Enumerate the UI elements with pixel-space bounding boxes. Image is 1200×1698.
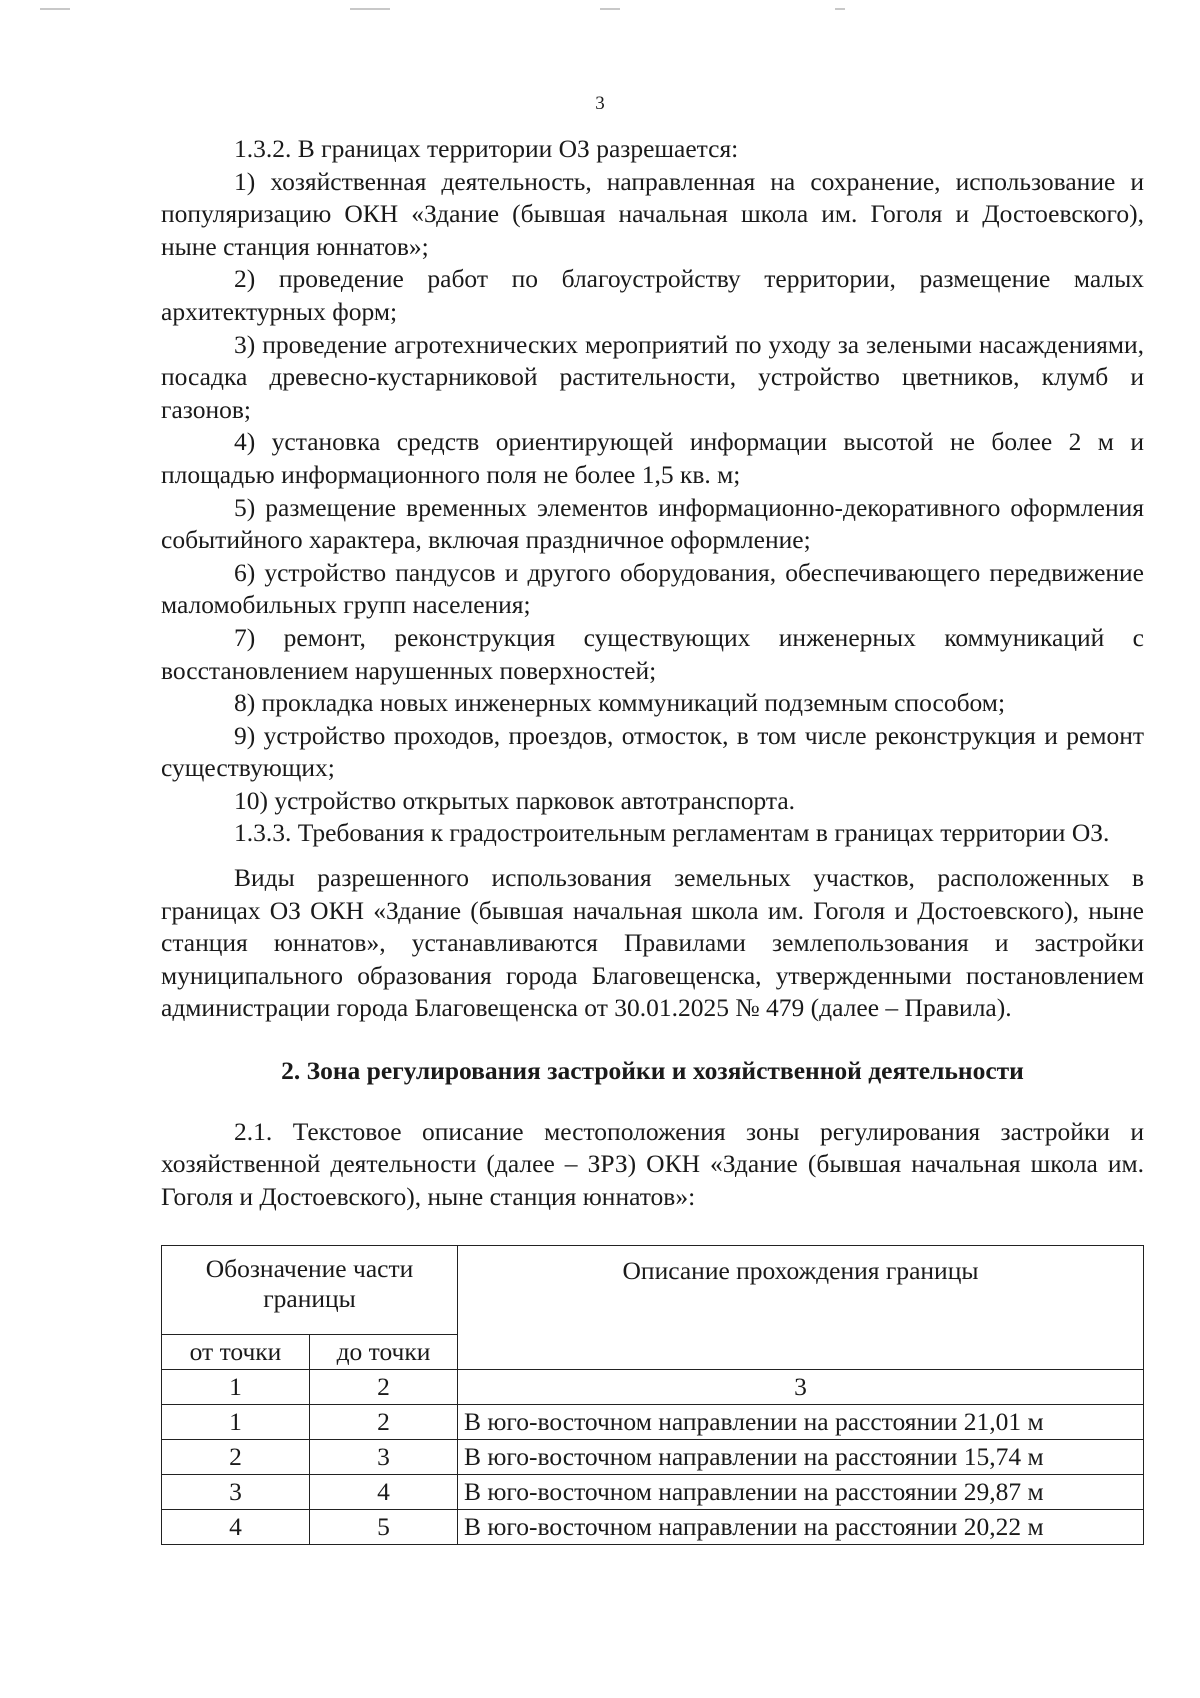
table-header-to: до точки xyxy=(310,1335,458,1370)
list-item: 4) установка средств ориентирующей информации высотой не более 2 м и площадью информационного поля не более 1,5 кв. м; xyxy=(161,427,1144,489)
list-item: 8) прокладка новых инженерных коммуникаций подземным способом; xyxy=(234,688,1006,718)
scan-artifact xyxy=(600,8,620,10)
table-cell: В юго-восточном направлении на расстоянии 29,87 м xyxy=(458,1475,1144,1510)
table-cell: 2 xyxy=(310,1370,458,1405)
table-cell: 2 xyxy=(310,1405,458,1440)
table-index-row xyxy=(162,1370,1144,1405)
list-item: 2) проведение работ по благоустройству территории, размещение малых архитектурных форм; xyxy=(161,264,1144,326)
paragraph: Виды разрешенного использования земельных участков, расположенных в границах ОЗ ОКН «Здание (бывшая начальная школа им. Гоголя и Достоевского), ныне станция юннатов», устанавливаются Правилами землепользования и застройки муниципального образования города Благовещенска, утвержденными постановлением администрации города Благовещенска от 30.01.2025 № 479 (далее – Правила). xyxy=(161,863,1144,1023)
list-item: 5) размещение временных элементов информационно-декоративного оформления событийного характера, включая праздничное оформление; xyxy=(161,492,1144,555)
paragraph: 1.3.2. В границах территории ОЗ разрешается: xyxy=(234,134,739,163)
section-heading: 2. Зона регулирования застройки и хозяйственной деятельности xyxy=(281,1056,1024,1086)
table-cell: 2 xyxy=(162,1440,310,1475)
table-cell: 3 xyxy=(162,1475,310,1510)
table-cell: 1 xyxy=(162,1370,310,1405)
table-cell: В юго-восточном направлении на расстоянии 21,01 м xyxy=(458,1405,1144,1440)
table-cell: 4 xyxy=(310,1475,458,1510)
scan-artifact xyxy=(40,8,70,10)
table-cell: В юго-восточном направлении на расстоянии 20,22 м xyxy=(458,1510,1144,1545)
table-header-description: Описание прохождения границы xyxy=(458,1246,1144,1370)
document-body xyxy=(161,133,1144,1545)
table-header-from: от точки xyxy=(162,1335,310,1370)
table-row xyxy=(162,1440,1144,1475)
paragraph: 1.3.3. Требования к градостроительным регламентам в границах территории ОЗ. xyxy=(234,818,1110,848)
list-item: 6) устройство пандусов и другого оборудования, обеспечивающего передвижение маломобильных групп населения; xyxy=(161,557,1144,620)
table-header-group: Обозначение части границы xyxy=(162,1246,458,1335)
table-cell: 3 xyxy=(458,1370,1144,1405)
list-item: 7) ремонт, реконструкция существующих инженерных коммуникаций с восстановлением нарушенных поверхностей; xyxy=(161,622,1144,685)
list-item: 10) устройство открытых парковок автотранспорта. xyxy=(234,785,796,815)
table-cell: 1 xyxy=(162,1405,310,1440)
table-cell: 3 xyxy=(310,1440,458,1475)
boundary-table xyxy=(161,1245,1144,1545)
table-row xyxy=(162,1475,1144,1510)
paragraph: 2.1. Текстовое описание местоположения зоны регулирования застройки и хозяйственной деятельности (далее – ЗРЗ) ОКН «Здание (бывшая начальная школа им. Гоголя и Достоевского), ныне станция юннатов»: xyxy=(161,1116,1144,1211)
page-number: 3 xyxy=(595,93,605,114)
scan-artifact xyxy=(350,8,390,10)
list-item: 1) хозяйственная деятельность, направленная на сохранение, использование и популяризацию ОКН «Здание (бывшая начальная школа им. Гоголя и Достоевского), ныне станция юннатов»; xyxy=(161,166,1144,261)
list-item: 3) проведение агротехнических мероприятий по уходу за зелеными насаждениями, посадка древесно-кустарниковой растительности, устройство цветников, клумб и газонов; xyxy=(161,329,1144,424)
list-item: 9) устройство проходов, проездов, отмосток, в том числе реконструкция и ремонт существующих; xyxy=(161,720,1144,783)
table-cell: 5 xyxy=(310,1510,458,1545)
table-cell: 4 xyxy=(162,1510,310,1545)
table-cell: В юго-восточном направлении на расстоянии 15,74 м xyxy=(458,1440,1144,1475)
table-header-row xyxy=(162,1246,1144,1335)
table-row xyxy=(162,1510,1144,1545)
scan-artifact xyxy=(835,8,845,10)
table-row xyxy=(162,1405,1144,1440)
